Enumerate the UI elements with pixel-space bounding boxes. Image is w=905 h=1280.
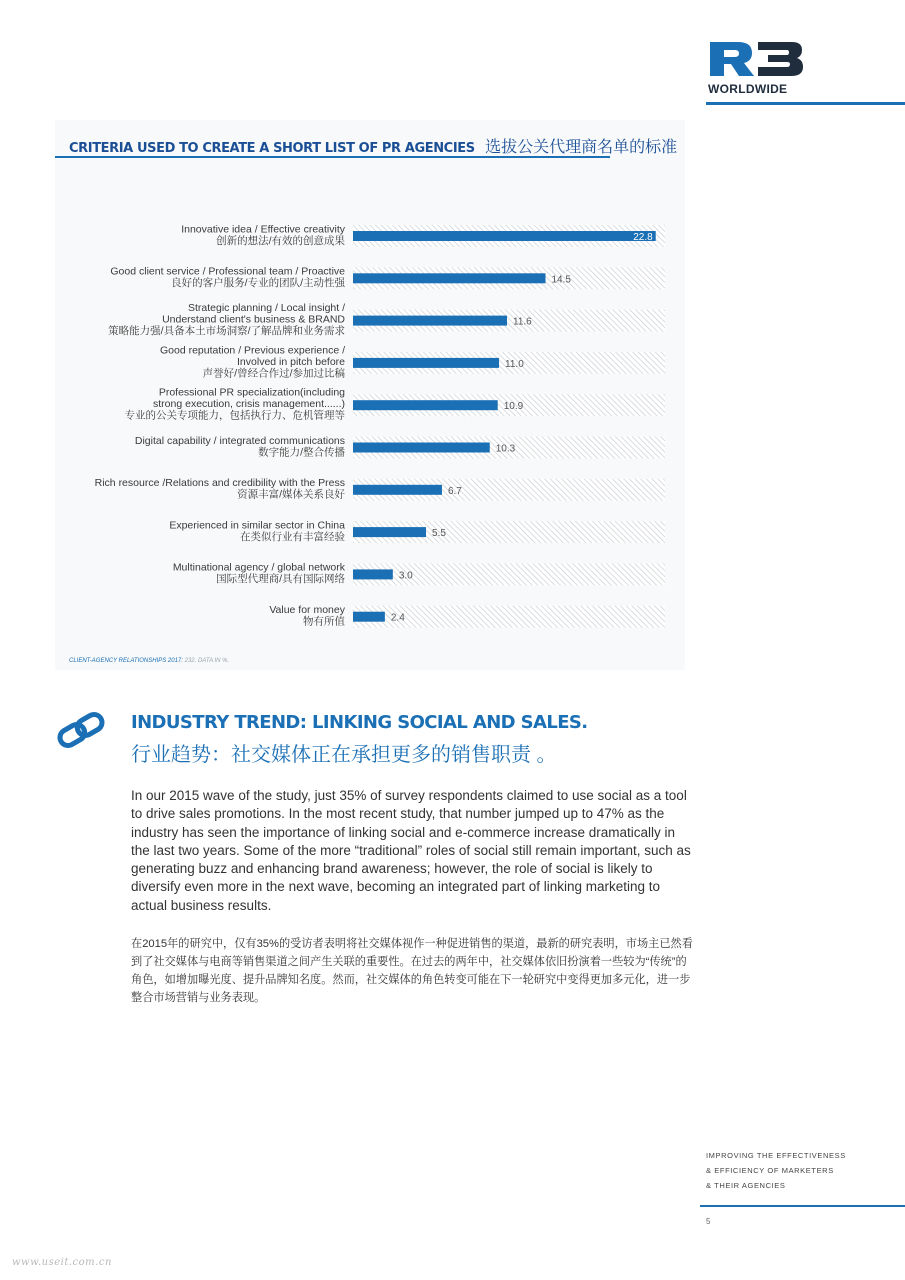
bar (353, 612, 385, 622)
chart-panel (55, 120, 685, 670)
r3-logo (706, 40, 905, 110)
chart-source-detail: 232. DATA IN %. (184, 658, 230, 664)
footer-line: & THEIR AGENCIES (706, 1181, 786, 1190)
trend-title-en: INDUSTRY TREND: LINKING SOCIAL AND SALES. (131, 712, 588, 733)
category-label-zh: 数字能力/整合传播 (258, 446, 345, 459)
footer-tagline (706, 1148, 846, 1193)
footer-rule (700, 1205, 905, 1207)
category-label-en: Professional PR specialization(including (158, 386, 345, 399)
category-label-zh: 创新的想法/有效的创意成果 (216, 234, 345, 247)
bar-value-label: 5.5 (432, 528, 446, 540)
category-label-en: Innovative idea / Effective creativity (181, 223, 345, 236)
bar (353, 443, 490, 453)
bar-value-label: 11.0 (505, 358, 524, 370)
chart-title-zh: 选拔公关代理商名单的标准 (485, 139, 678, 156)
bar (353, 485, 442, 495)
bar (353, 316, 507, 326)
category-label-en: Good reputation / Previous experience / (159, 344, 345, 357)
header-rule (706, 102, 905, 105)
category-label-en: Rich resource /Relations and credibility with the Press (94, 477, 345, 490)
category-label-zh: 专业的公关专项能力，包括执行力、危机管理等 (124, 409, 345, 422)
category-label-en: Digital capability / integrated communications (134, 434, 345, 447)
category-label-en: strong execution, crisis management......) (153, 398, 345, 411)
chart-title-en: CRITERIA USED TO CREATE A SHORT LIST OF PR AGENCIES (69, 141, 475, 156)
bar-value-label: 2.4 (390, 612, 405, 624)
category-label-en: Understand client's business & BRAND (162, 313, 345, 326)
footer-line: & EFFICIENCY OF MARKETERS (706, 1166, 834, 1175)
r3-logo-mark (708, 40, 804, 78)
bar-value-label: 6.7 (447, 485, 462, 497)
bar-value-label: 3.0 (398, 570, 413, 582)
bar (353, 400, 498, 410)
bar (353, 358, 499, 368)
bar-value-label: 10.9 (503, 401, 524, 413)
logo-wordmark: WORLDWIDE (708, 82, 788, 96)
trend-body-zh: 在2015年的研究中，仅有35%的受访者表明将社交媒体视作一种促进销售的渠道，最新的研究表明，市场主已然看到了社交媒体与电商等销售渠道之间产生关联的重要性。在过去的两年中，社交媒体依旧扮演着一些较为“传统”的角色，如增加曝光度、提升品牌知名度。然而，社交媒体的角色转变可能在下一轮研究中变得更加多元化，进一步整合市场营销与业务表现。 (131, 938, 693, 1004)
category-label-zh: 良好的客户服务/专业的团队/主动性强 (171, 277, 345, 290)
chart-source-label: CLIENT-AGENCY RELATIONSHIPS 2017: (69, 658, 183, 664)
category-label-en: Good client service / Professional team / Proactive (110, 265, 345, 278)
category-label-en: Value for money (269, 603, 345, 616)
category-label-zh: 声誉好/曾经合作过/参加过比稿 (202, 367, 345, 380)
bar-chart (55, 120, 685, 670)
category-label-en: Strategic planning / Local insight / (187, 302, 345, 315)
category-label-zh: 策略能力强/具备本土市场洞察/了解品牌和业务需求 (108, 325, 345, 338)
category-label-zh: 国际型代理商/具有国际网络 (216, 573, 345, 586)
category-label-zh: 资源丰富/媒体关系良好 (237, 488, 345, 501)
link-icon (55, 710, 107, 750)
bar-value-label: 11.6 (513, 316, 532, 328)
category-label-zh: 在类似行业有丰富经验 (240, 530, 345, 543)
chart-source (69, 658, 229, 664)
bar (353, 231, 656, 241)
bar (353, 527, 426, 537)
category-label-en: Multinational agency / global network (172, 561, 345, 574)
bar (353, 569, 393, 579)
bar (353, 273, 546, 283)
footer-line: IMPROVING THE EFFECTIVENESS (706, 1151, 846, 1160)
watermark: www.useit.com.cn (12, 1257, 112, 1268)
bar-value-label: 22.8 (633, 232, 653, 243)
bar-value-label: 14.5 (551, 274, 571, 286)
page-number: 5 (706, 1217, 711, 1226)
trend-body-en: In our 2015 wave of the study, just 35% of survey respondents claimed to use social as a tool to drive sales promotions. In the most recent study, that number jumped up to 47% as the industry has seen the importance of linking social and e-commerce increase dramatically in the last two years. Some of the more “traditional” roles of social still remain important, such as generating buzz and enhancing brand awareness; however, the role of social is likely to diversify even more in the next wave, becoming an integrated part of linking marketing to actual business results. (131, 788, 691, 913)
category-label-zh: 物有所值 (303, 615, 345, 628)
trend-title-zh: 行业趋势：社交媒体正在承担更多的销售职责 。 (131, 744, 557, 766)
category-label-en: Involved in pitch before (237, 355, 345, 368)
bar-value-label: 10.3 (495, 443, 516, 455)
category-label-en: Experienced in similar sector in China (169, 519, 345, 532)
